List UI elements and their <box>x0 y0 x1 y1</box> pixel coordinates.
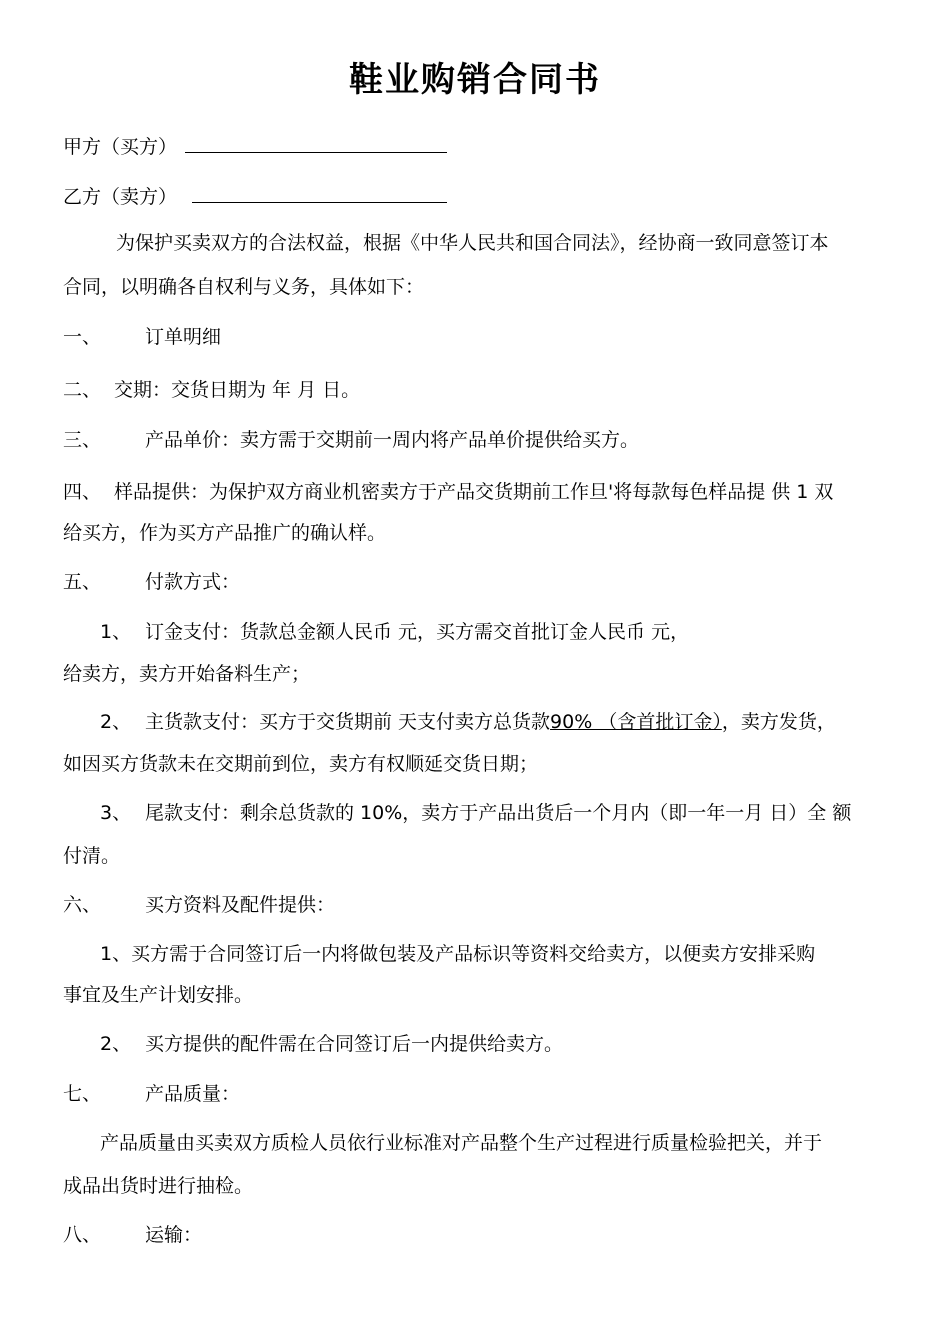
section-8-number: 八、 <box>63 1224 102 1246</box>
section-4-line-1: 样品提供：为保护双方商业机密卖方于产品交货期前工作旦'将每款每色样品提 供 1 双 <box>114 481 834 503</box>
preamble-line-2: 合同，以明确各自权利与义务，具体如下： <box>63 276 425 298</box>
section-5-item-3-number: 3、 <box>100 802 132 824</box>
section-6-item-2-number: 2、 <box>100 1033 132 1055</box>
preamble-line-1: 为保护买卖双方的合法权益，根据《中华人民共和国合同法》，经协商一致同意签订本 <box>116 232 829 254</box>
section-7-paragraph-line-1: 产品质量由买卖双方质检人员依行业标准对产品整个生产过程进行质量检验把关，并于 <box>100 1132 823 1154</box>
party-b-label: 乙方（卖方） <box>63 186 178 208</box>
section-5-item-1-line-1: 订金支付：货款总金额人民币 元，买方需交首批订金人民币 元， <box>145 621 690 643</box>
party-b-line <box>63 184 447 210</box>
section-7-paragraph-line-2: 成品出货时进行抽检。 <box>63 1175 254 1197</box>
section-1-text: 订单明细 <box>145 326 222 348</box>
section-5-item-2-line-2: 如因买方货款未在交期前到位，卖方有权顺延交货日期； <box>63 753 539 775</box>
section-5-item-1-number: 1、 <box>100 621 132 643</box>
party-b-blank <box>192 184 447 203</box>
section-6-item-1-line-2: 事宜及生产计划安排。 <box>63 984 254 1006</box>
section-5-item-2-line-1 <box>145 709 836 735</box>
section-5-text: 付款方式： <box>145 571 241 593</box>
section-4-line-2: 给买方，作为买方产品推广的确认样。 <box>63 522 387 544</box>
section-8-text: 运输： <box>145 1224 203 1246</box>
section-7-text: 产品质量： <box>145 1083 241 1105</box>
section-4-number: 四、 <box>63 481 102 503</box>
section-6-item-1-line-1: 1、买方需于合同签订后一内将做包装及产品标识等资料交给卖方，以便卖方安排采购 <box>100 943 816 965</box>
section-5-item-2-number: 2、 <box>100 711 132 733</box>
section-5-item-2-underlined: 90% （含首批订金） <box>550 711 722 733</box>
party-a-label: 甲方（买方） <box>63 136 178 158</box>
section-7-number: 七、 <box>63 1083 102 1105</box>
section-3-number: 三、 <box>63 429 102 451</box>
section-5-item-2-text-a: 主货款支付：买方于交货期前 天支付卖方总货款 <box>145 711 551 733</box>
section-6-item-2-text: 买方提供的配件需在合同签订后一内提供给卖方。 <box>145 1033 564 1055</box>
section-6-number: 六、 <box>63 894 102 916</box>
section-5-item-1-line-2: 给卖方，卖方开始备料生产； <box>63 663 311 685</box>
section-2-number: 二、 <box>63 379 102 401</box>
document-title: 鞋业购销合同书 <box>349 60 601 100</box>
section-5-item-2-text-b: ，卖方发货， <box>721 711 836 733</box>
section-6-text: 买方资料及配件提供： <box>145 894 336 916</box>
section-5-item-3-line-2: 付清。 <box>63 845 121 867</box>
section-3-text: 产品单价：卖方需于交期前一周内将产品单价提供给买方。 <box>145 429 640 451</box>
section-2-text: 交期：交货日期为 年 月 日。 <box>114 379 361 401</box>
section-5-number: 五、 <box>63 571 102 593</box>
party-a-blank <box>185 134 447 153</box>
section-1-number: 一、 <box>63 326 102 348</box>
section-5-item-3-line-1: 尾款支付：剩余总货款的 10%，卖方于产品出货后一个月内（即一年一月 日）全 额 <box>145 802 852 824</box>
party-a-line <box>63 134 447 160</box>
